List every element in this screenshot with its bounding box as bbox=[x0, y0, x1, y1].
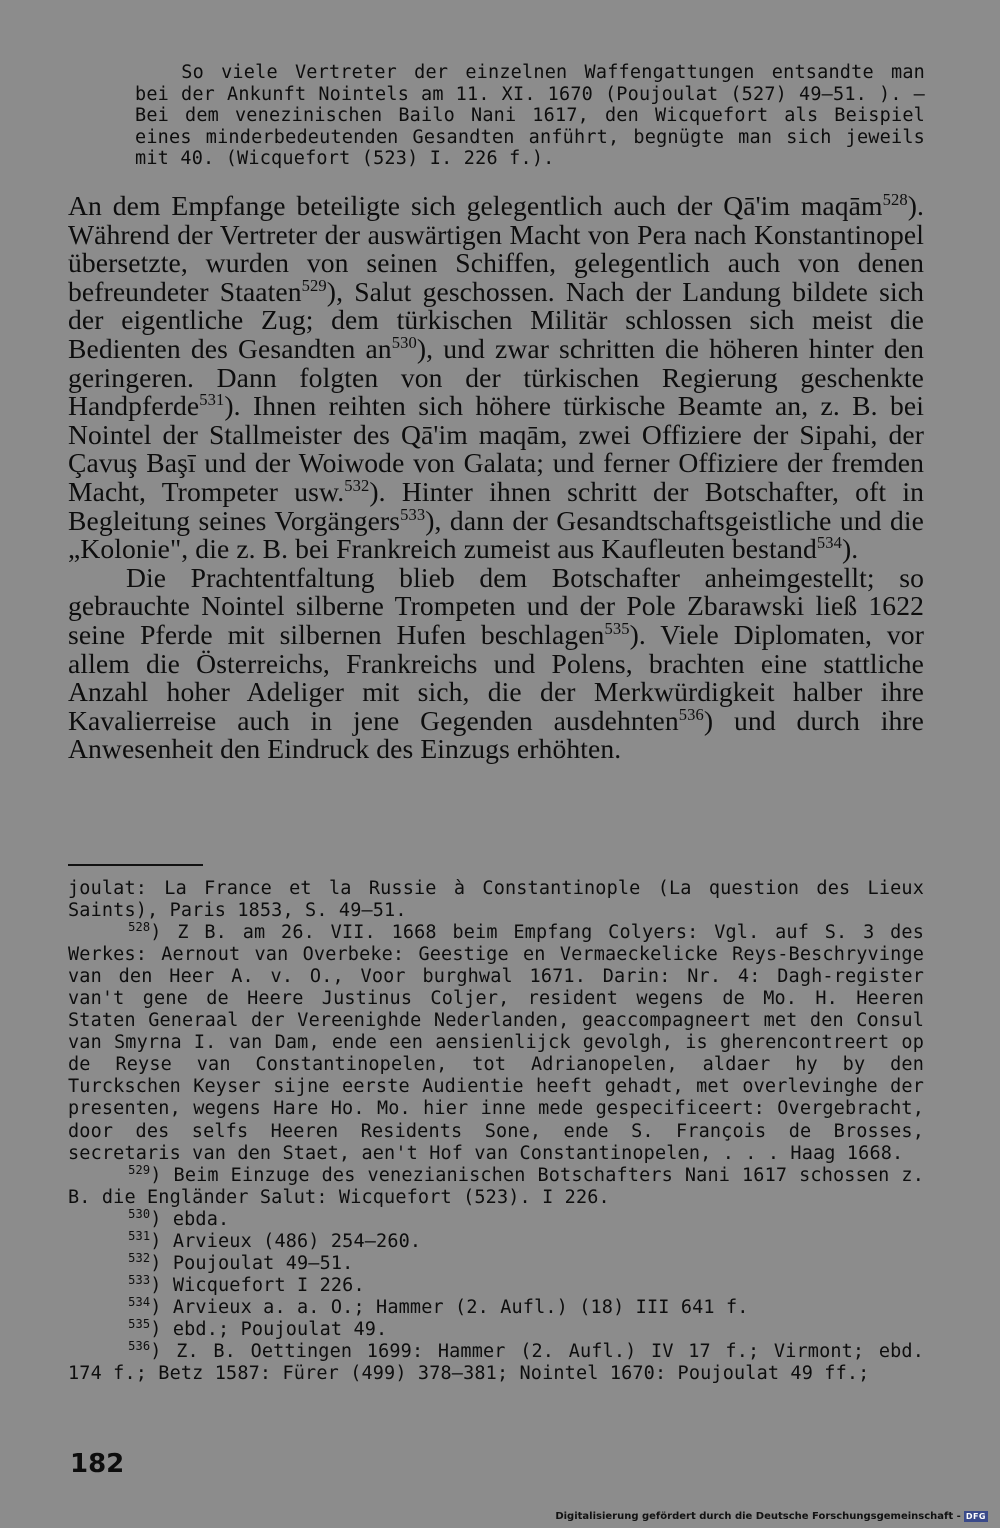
footnote-ref: 535 bbox=[604, 618, 630, 638]
text-run: An dem Empfange beteiligte sich gelegentlich auch der Qā'im maqām bbox=[68, 190, 883, 221]
text-run: ). Viele Diplomaten, vor allem die Österreichs, Frankreichs und Polens, brachten eine stattliche Anzahl hoher Adeliger mit sich, die der Merkwürdigkeit halber ihre Kavalierreise auch in jene Gegenden ausdehnten bbox=[68, 618, 924, 736]
footnote-number: 534 bbox=[128, 1294, 151, 1309]
footnote-number: 536 bbox=[128, 1338, 151, 1353]
body-text bbox=[68, 189, 924, 765]
footnote bbox=[68, 1250, 924, 1275]
footnote-ref: 534 bbox=[816, 532, 842, 552]
footnote-ref: 529 bbox=[301, 275, 327, 295]
footnote-number: 533 bbox=[128, 1272, 151, 1287]
footnote-number: 532 bbox=[128, 1250, 151, 1265]
credit-text: Digitalisierung gefördert durch die Deutsche Forschungsgemeinschaft - bbox=[555, 1511, 961, 1522]
continued-footnote-top bbox=[135, 62, 925, 170]
footnote-list bbox=[68, 919, 924, 1385]
footnote-text: ) Z. B. Oettingen 1699: Hammer (2. Aufl.) IV 17 f.; Virmont; ebd. 174 f.; Betz 1587: Fürer (499) 378—381; Nointel 1670: Poujoulat 49 ff.; bbox=[68, 1340, 924, 1385]
footnote-text: ) Arvieux a. a. O.; Hammer (2. Aufl.) (18) III 641 f. bbox=[150, 1296, 749, 1318]
footnote-continuation: joulat: La France et la Russie à Constantinople (La question des Lieux Saints), Paris 1853, S. 49—51. bbox=[68, 878, 924, 922]
text-run: Die Prachtentfaltung blieb dem Botschafter anheimgestellt; so gebrauchte Nointel silberne Trompeten und der Pole Zbarawski ließ 1622 seine Pferde mit silbernen Hufen beschlagen bbox=[68, 561, 924, 650]
footnote-ref: 528 bbox=[882, 189, 908, 209]
continued-footnote-text: So viele Vertreter der einzelnen Waffengattungen entsandte man bei der Ankunft Nointels am 11. XI. 1670 (Poujoulat (527) 49—51. ). — Bei dem venezinischen Bailo Nani 1617, den Wicquefort als Beispiel eines minderbedeutenden Gesandten anführt, begnügte man sich jeweils mit 40. (Wicquefort (523) I. 226 f.). bbox=[135, 62, 925, 169]
footnote bbox=[68, 1316, 924, 1341]
footnote bbox=[68, 1294, 924, 1319]
text-run: ). Ihnen reihten sich höhere türkische Beamte an, z. B. bei Nointel der Stallmeister des Qā'im maqām, zwei Offiziere der Sipahi, der Çavuş Başī und der Woiwode von Galata; und ferner Offiziere der fremden Macht, Trompeter usw. bbox=[68, 390, 924, 507]
footnote-text: ) Wicquefort I 226. bbox=[150, 1274, 365, 1296]
footnote-text: ) Arvieux (486) 254—260. bbox=[150, 1230, 422, 1252]
text-run: ), Salut geschossen. Nach der Landung bildete sich der eigentliche Zug; dem türkischen Militär schlossen sich meist die Bedienten des Gesandten an bbox=[68, 275, 924, 364]
footnote-text: ) ebda. bbox=[150, 1208, 230, 1230]
dfg-logo: DFG bbox=[965, 1512, 986, 1521]
footnote-text: ) Z B. am 26. VII. 1668 beim Empfang Colyers: Vgl. auf S. 3 des Werkes: Aernout van Overbeke: Geestige en Vermaeckelicke Reys-Beschryvinge van den Heer A. v. O., Voor burghwal 1671. Darin: Nr. 4: Dagh-register van't gene de Heere Justinus Coljer, resident wegens de Mo. H. Heeren Staten Generaal der Vereenighde Nederlanden, geaccompagneert met den Consul van Smyrna I. van Dam, ende een aensienlijck gevolgh, is gherencontreert op de Reyse van Constantinopelen, tot Adrianopelen, aldaer hy by den Turckschen Keyser sijne eerste Audientie heeft gehadt, met overlevinghe der presenten, wegens Hare Ho. Mo. hier inne mede gespecificeert: Overgebracht, door des selfs Heeren Residents Sone, ende S. François de Brosses, secretaris van den Staet, aen't Hof van Constantinopelen, . . . Haag 1668. bbox=[68, 922, 924, 1164]
footnote bbox=[68, 1162, 924, 1209]
footnote-ref: 531 bbox=[199, 389, 225, 409]
footnotes bbox=[68, 878, 924, 1385]
text-run: ) und durch ihre Anwesenheit den Eindruck des Einzugs erhöhten. bbox=[68, 704, 924, 765]
footnote-text: ) Poujoulat 49—51. bbox=[150, 1252, 354, 1274]
footnote bbox=[68, 1272, 924, 1297]
footnote-ref: 530 bbox=[391, 332, 417, 352]
footnote-number: 535 bbox=[128, 1316, 151, 1331]
footnote-ref: 536 bbox=[678, 704, 704, 724]
page-number: 182 bbox=[70, 1449, 125, 1479]
footnote bbox=[68, 1206, 924, 1231]
footnote-text: ) ebd.; Poujoulat 49. bbox=[150, 1318, 388, 1340]
footnote bbox=[68, 1228, 924, 1253]
footnote-separator bbox=[68, 864, 203, 866]
footnote-number: 531 bbox=[128, 1228, 151, 1243]
text-run: ), dann der Gesandtschaftsgeistliche und die „Kolonie", die z. B. bei Frankreich zumeist aus Kaufleuten bestand bbox=[68, 504, 924, 565]
footnote-number: 528 bbox=[128, 919, 151, 934]
text-run: ). Während der Vertreter der auswärtigen Macht von Pera nach Konstantinopel übersetzte, wurden von seinen Schiffen, gelegentlich auch von denen befreundeter Staaten bbox=[68, 190, 924, 307]
footnote-number: 529 bbox=[128, 1162, 151, 1177]
footnote-number: 530 bbox=[128, 1206, 151, 1221]
footnote bbox=[68, 1338, 924, 1385]
text-run: ). Hinter ihnen schritt der Botschafter, oft in Begleitung seines Vorgängers bbox=[68, 475, 924, 536]
footnote-ref: 533 bbox=[400, 504, 426, 524]
digitization-credit bbox=[555, 1511, 988, 1522]
text-run: ). bbox=[842, 533, 859, 565]
text-run: ), und zwar schritten die höheren hinter den geringeren. Dann folgten von der türkischen Regierung geschenkte Handpferde bbox=[68, 332, 924, 422]
body-paragraph bbox=[68, 561, 924, 765]
footnote-text: ) Beim Einzuge des venezianischen Botschafters Nani 1617 schossen z. B. die Engländer Salut: Wicquefort (523). I 226. bbox=[68, 1164, 924, 1208]
body-paragraph bbox=[68, 189, 924, 565]
footnote bbox=[68, 919, 924, 1165]
footnote-ref: 532 bbox=[344, 475, 370, 495]
